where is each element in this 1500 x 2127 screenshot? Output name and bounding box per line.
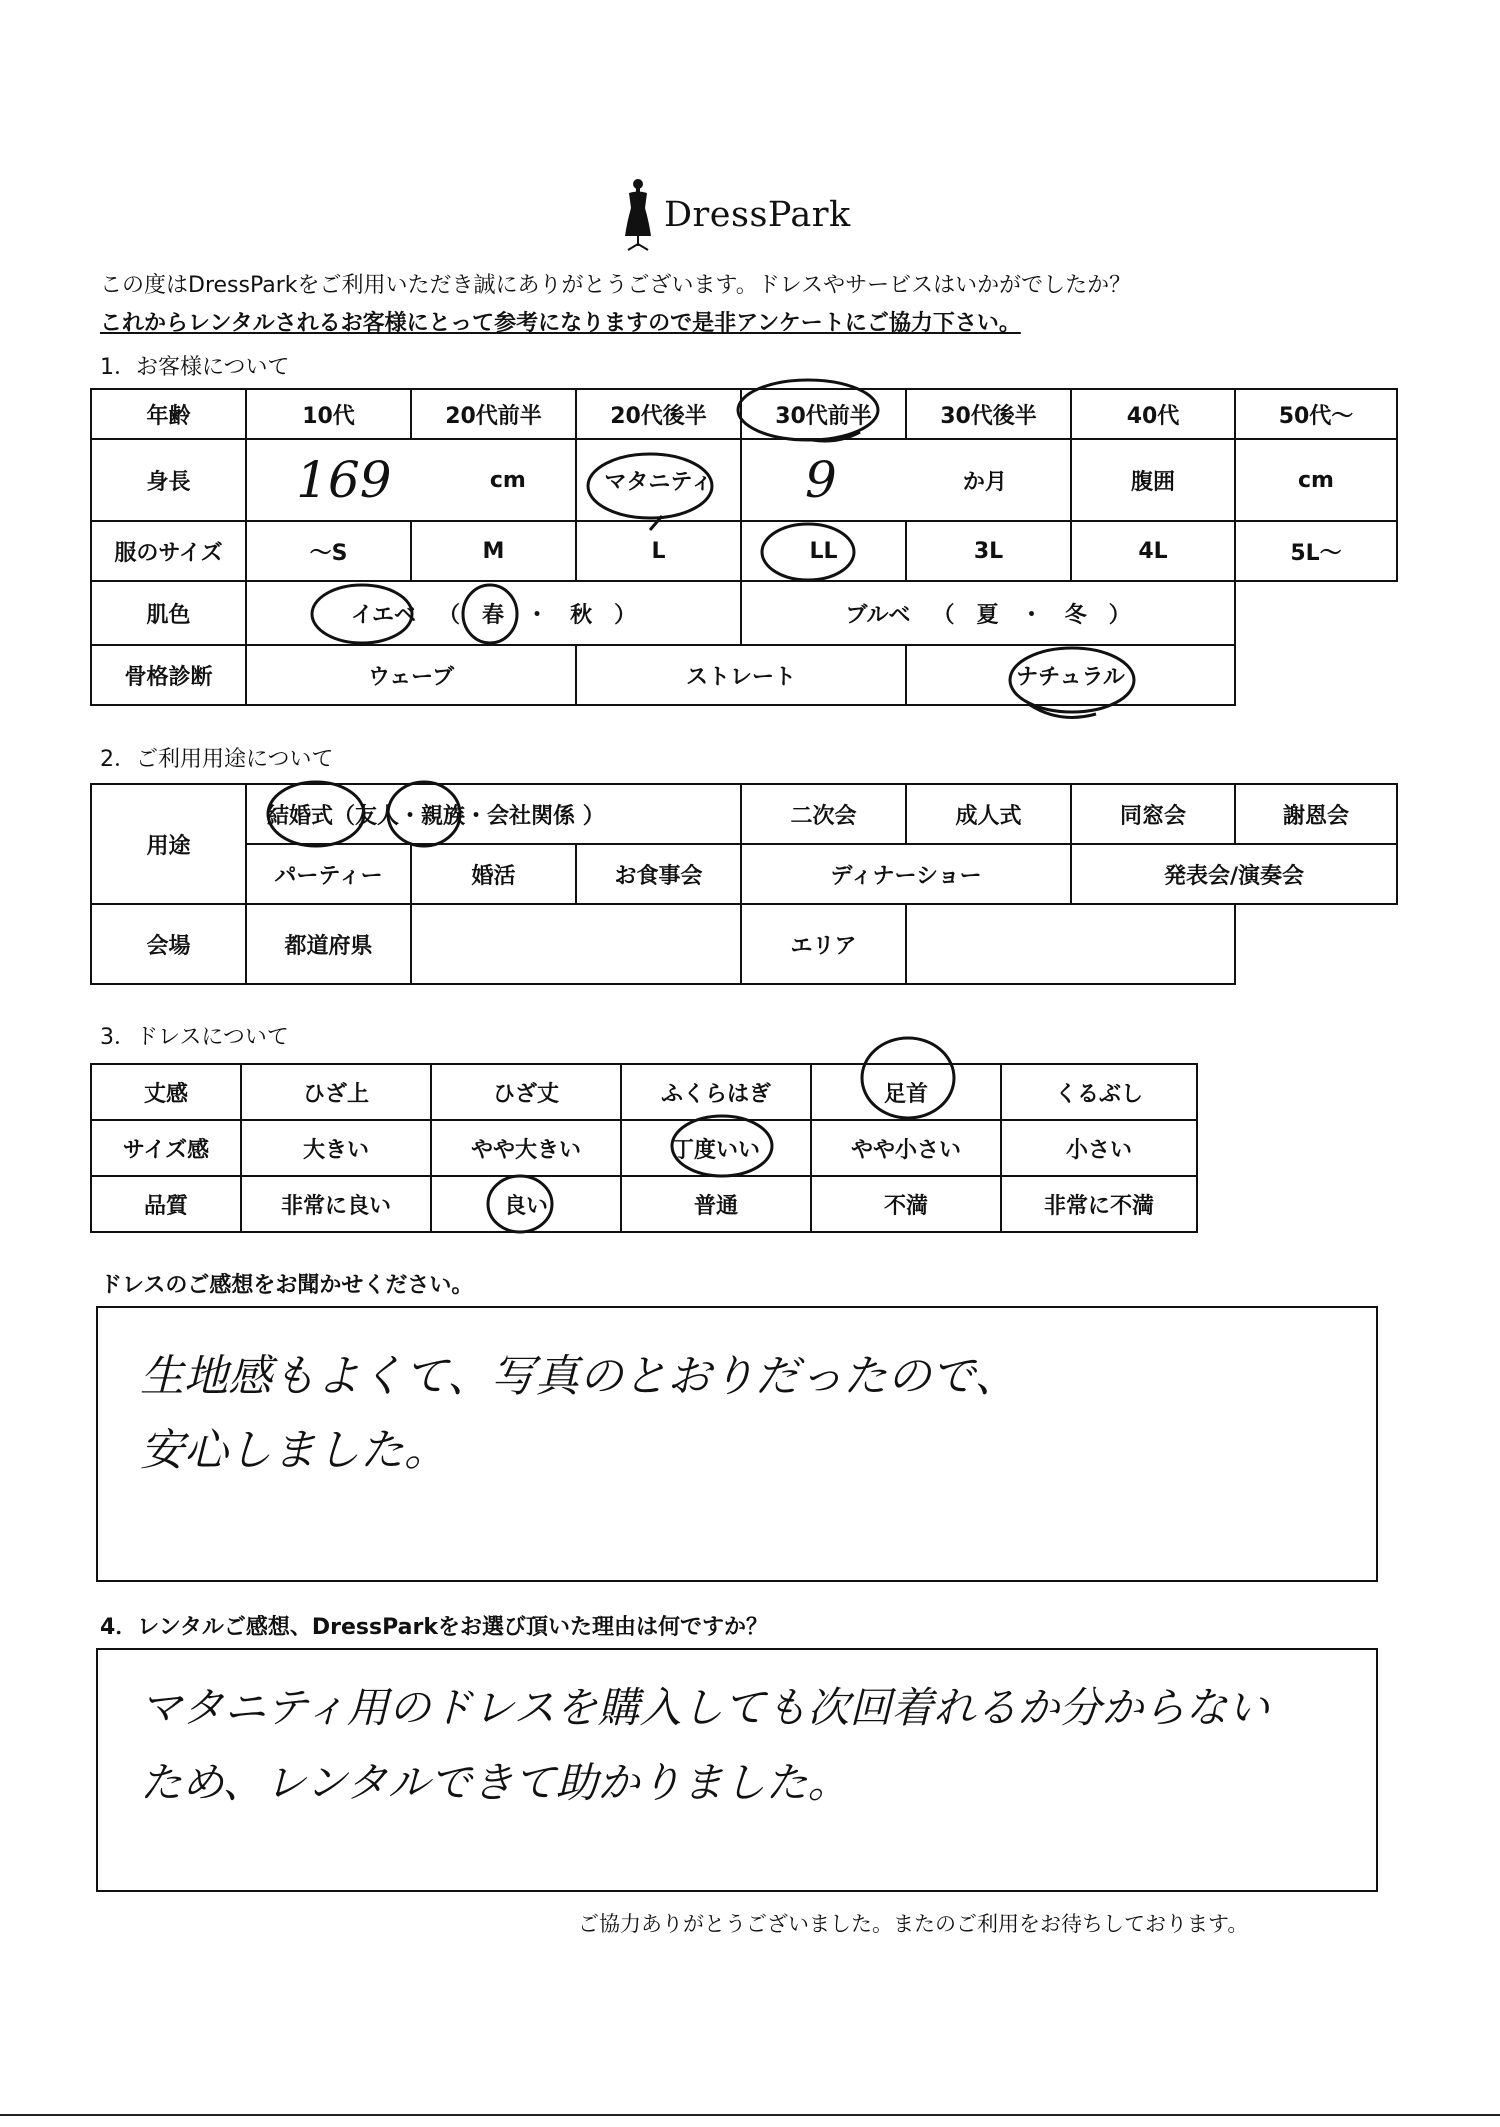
- size-option[interactable]: 5L～: [1235, 521, 1397, 581]
- skin-winter: 冬: [1064, 602, 1087, 628]
- quality-option-selected[interactable]: 良い: [431, 1176, 621, 1232]
- purpose-option[interactable]: お食事会: [576, 844, 741, 904]
- belly-unit[interactable]: cm: [1235, 439, 1397, 521]
- fit-option[interactable]: やや小さい: [811, 1120, 1001, 1176]
- intro-line-1: この度はDressParkをご利用いただき誠にありがとうございます。ドレスやサービスはいかがでしたか？: [100, 273, 1132, 298]
- belly-label: 腹囲: [1071, 439, 1235, 521]
- frame-option[interactable]: ストレート: [576, 645, 906, 705]
- height-value: 169: [296, 451, 392, 509]
- quality-option[interactable]: 非常に不満: [1001, 1176, 1197, 1232]
- months-value: 9: [805, 451, 837, 509]
- brand-logo: [620, 178, 851, 252]
- section-2-title: 2．ご利用用途について: [100, 747, 334, 772]
- wedding-option[interactable]: [246, 784, 741, 844]
- length-option[interactable]: ひざ丈: [431, 1064, 621, 1120]
- height-field[interactable]: [246, 439, 576, 521]
- age-option[interactable]: 20代後半: [576, 389, 741, 439]
- age-option[interactable]: 10代: [246, 389, 411, 439]
- length-label: 丈感: [91, 1064, 241, 1120]
- separator-dot: ・: [526, 602, 549, 628]
- maternity-option[interactable]: マタニティ: [576, 439, 741, 521]
- skin-row: [91, 581, 1397, 645]
- purpose-label: 用途: [91, 784, 246, 904]
- quality-option[interactable]: 非常に良い: [241, 1176, 431, 1232]
- bottom-rule: [0, 2114, 1500, 2116]
- frame-option-selected[interactable]: ナチュラル: [906, 645, 1235, 705]
- paren-close: ）: [614, 602, 637, 628]
- fit-option-selected[interactable]: 丁度いい: [621, 1120, 811, 1176]
- dress-form-icon: [620, 178, 656, 252]
- skin-summer: 夏: [976, 602, 999, 628]
- skin-blue-label: ブルベ: [845, 602, 911, 628]
- fit-row: [91, 1120, 1197, 1176]
- frame-option[interactable]: ウェーブ: [246, 645, 576, 705]
- skin-label: 肌色: [91, 581, 246, 645]
- purpose-option[interactable]: ディナーショー: [741, 844, 1071, 904]
- age-option[interactable]: 50代～: [1235, 389, 1397, 439]
- section-3-title: 3．ドレスについて: [100, 1025, 289, 1050]
- empty-cell: [1235, 645, 1397, 705]
- area-field[interactable]: [906, 904, 1235, 984]
- purpose-table: [90, 783, 1398, 985]
- skin-spring: 春: [482, 602, 505, 628]
- fit-option[interactable]: やや大きい: [431, 1120, 621, 1176]
- height-label: 身長: [91, 439, 246, 521]
- age-option[interactable]: 30代後半: [906, 389, 1071, 439]
- size-option[interactable]: M: [411, 521, 576, 581]
- area-label: エリア: [741, 904, 906, 984]
- skin-blue[interactable]: [741, 581, 1235, 645]
- paren-close: ）: [1108, 602, 1131, 628]
- purpose-option[interactable]: 婚活: [411, 844, 576, 904]
- purpose-option[interactable]: 成人式: [906, 784, 1071, 844]
- skin-yellow[interactable]: [246, 581, 741, 645]
- fit-label: サイズ感: [91, 1120, 241, 1176]
- size-label: 服のサイズ: [91, 521, 246, 581]
- length-option-selected[interactable]: 足首: [811, 1064, 1001, 1120]
- quality-label: 品質: [91, 1176, 241, 1232]
- age-option-selected[interactable]: 30代前半: [741, 389, 906, 439]
- rental-comment-line-1: マタニティ用のドレスを購入しても次回着れるか分からない: [140, 1683, 1270, 1732]
- fit-option[interactable]: 大きい: [241, 1120, 431, 1176]
- customer-table: [90, 388, 1398, 706]
- section-4-title: 4．レンタルご感想、DressParkをお選び頂いた理由は何ですか？: [100, 1615, 768, 1640]
- brand-name: DressPark: [664, 195, 851, 235]
- dress-comment-line-1: 生地感もよくて、写真のとおりだったので、: [140, 1351, 1019, 1402]
- dress-table: [90, 1063, 1198, 1233]
- size-option[interactable]: 3L: [906, 521, 1071, 581]
- age-label: 年齢: [91, 389, 246, 439]
- size-row: [91, 521, 1397, 581]
- section-1-title: 1．お客様について: [100, 355, 290, 380]
- purpose-option[interactable]: 謝恩会: [1235, 784, 1397, 844]
- height-row: [91, 439, 1397, 521]
- wedding-detail: ・親族・会社関係 ）: [399, 803, 605, 829]
- length-option[interactable]: ひざ上: [241, 1064, 431, 1120]
- length-option[interactable]: ふくらはぎ: [621, 1064, 811, 1120]
- size-option[interactable]: L: [576, 521, 741, 581]
- rental-comment-line-2: ため、レンタルできて助かりました。: [140, 1758, 850, 1807]
- length-option[interactable]: くるぶし: [1001, 1064, 1197, 1120]
- venue-label: 会場: [91, 904, 246, 984]
- prefecture-label: 都道府県: [246, 904, 411, 984]
- friend-option[interactable]: 友人: [355, 803, 400, 829]
- prefecture-field[interactable]: [411, 904, 741, 984]
- intro-line-2: これからレンタルされるお客様にとって参考になりますので是非アンケートにご協力下さい。: [100, 311, 1021, 336]
- quality-option[interactable]: 不満: [811, 1176, 1001, 1232]
- skin-autumn: 秋: [570, 602, 593, 628]
- wedding-label: 結婚式: [267, 803, 334, 829]
- purpose-option[interactable]: パーティー: [246, 844, 411, 904]
- empty-cell: [1235, 904, 1397, 984]
- thank-you-note: ご協力ありがとうございました。またのご利用をお待ちしております。: [578, 1912, 1249, 1936]
- months-unit: か月: [962, 469, 1007, 495]
- frame-label: 骨格診断: [91, 645, 246, 705]
- age-option[interactable]: 40代: [1071, 389, 1235, 439]
- size-option-selected[interactable]: LL: [741, 521, 906, 581]
- purpose-option[interactable]: 同窓会: [1071, 784, 1235, 844]
- age-row: [91, 389, 1397, 439]
- skin-yellow-label: イエベ: [350, 602, 417, 628]
- paren-open: （: [333, 803, 356, 829]
- size-option[interactable]: ～S: [246, 521, 411, 581]
- dress-comment-prompt: ドレスのご感想をお聞かせください。: [100, 1273, 474, 1298]
- frame-selection-tail: [1030, 705, 1096, 717]
- purpose-option[interactable]: 発表会/演奏会: [1071, 844, 1397, 904]
- months-field[interactable]: [741, 439, 1071, 521]
- quality-row: [91, 1176, 1197, 1232]
- quality-option[interactable]: 普通: [621, 1176, 811, 1232]
- size-option[interactable]: 4L: [1071, 521, 1235, 581]
- separator-dot: ・: [1020, 602, 1043, 628]
- empty-cell: [1235, 581, 1397, 645]
- frame-row: [91, 645, 1397, 705]
- height-unit: cm: [489, 467, 526, 493]
- paren-open: （: [438, 602, 461, 628]
- fit-option[interactable]: 小さい: [1001, 1120, 1197, 1176]
- length-row: [91, 1064, 1197, 1120]
- paren-open: （: [932, 602, 955, 628]
- dress-comment-line-2: 安心しました。: [140, 1425, 448, 1476]
- purpose-option[interactable]: 二次会: [741, 784, 906, 844]
- age-option[interactable]: 20代前半: [411, 389, 576, 439]
